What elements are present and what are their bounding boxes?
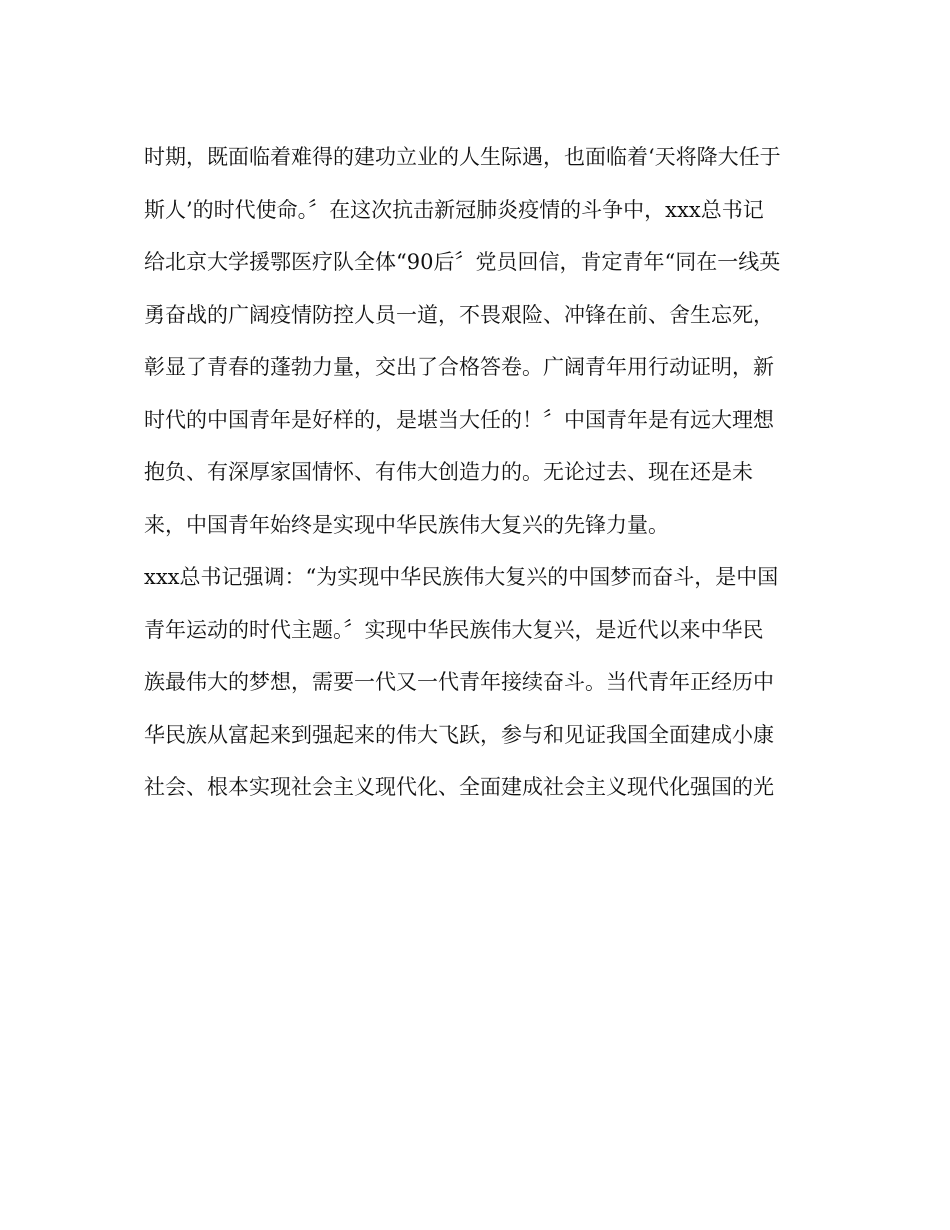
- text-line-9: xxx总书记强调：“为实现中华民族伟大复兴的中国梦而奋斗，是中国: [144, 565, 779, 589]
- text-line-6: 时代的中国青年是好样的，是堪当大任的！〞中国青年是有远大理想: [144, 407, 774, 432]
- text-line-12: 华民族从富起来到强起来的伟大飞跃，参与和见证我国全面建成小康: [144, 722, 774, 747]
- text-line-4: 勇奋战的广阔疫情防控人员一道，不畏艰险、冲锋在前、舍生忘死，: [144, 302, 774, 327]
- text-line-1: 时期，既面临着难得的建功立业的人生际遇，也面临着‘天将降大任于: [144, 145, 781, 169]
- text-line-3: 给北京大学援鄂医疗队全体“90后〞党员回信，肯定青年“同在一线英: [144, 250, 781, 274]
- text-line-10: 青年运动的时代主题。〞实现中华民族伟大复兴，是近代以来中华民: [144, 617, 764, 642]
- text-line-5: 彰显了青春的蓬勃力量，交出了合格答卷。广阔青年用行动证明，新: [144, 355, 774, 379]
- text-line-2: 斯人’的时代使命。〞在这次抗击新冠肺炎疫情的斗争中，xxx总书记: [144, 197, 764, 222]
- body-text: [144, 138, 824, 821]
- text-line-13: 社会、根本实现社会主义现代化、全面建成社会主义现代化强国的光: [144, 775, 774, 799]
- text-line-11: 族最伟大的梦想，需要一代又一代青年接续奋斗。当代青年正经历中: [144, 670, 774, 694]
- text-line-7: 抱负、有深厚家国情怀、有伟大创造力的。无论过去、现在还是未: [144, 460, 753, 484]
- text-line-8: 来，中国青年始终是实现中华民族伟大复兴的先锋力量。: [144, 512, 669, 537]
